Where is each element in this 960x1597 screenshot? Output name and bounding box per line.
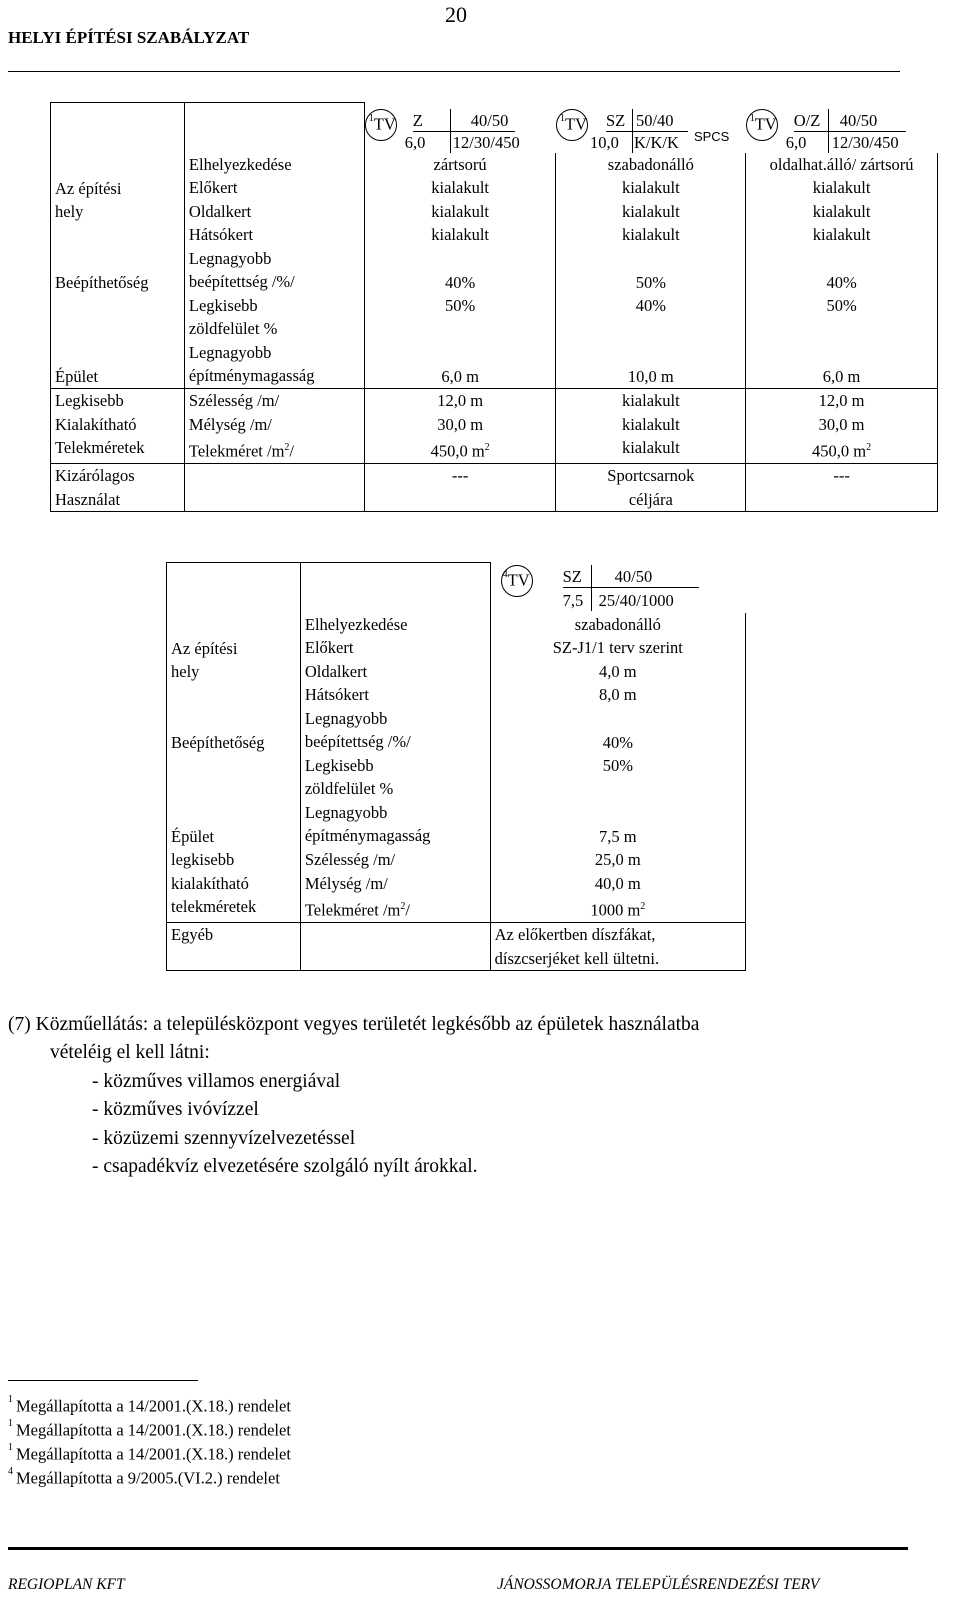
footnote: $^1$ Megállapította a 14/2001.(X.18.) rendelet xyxy=(8,1442,291,1464)
table-row xyxy=(167,563,746,613)
footer-right: JÁNOSSOMORJA TELEPÜLÉSRENDEZÉSI TERV xyxy=(497,1576,820,1593)
footnote: $^1$ Megállapította a 14/2001.(X.18.) rendelet xyxy=(8,1418,291,1440)
header-rule xyxy=(8,71,900,72)
table-row: legkisebb kialakítható telekméretek Szélesség /m/ Mélység /m/ Telekméret $/m^2/$ 25,0 m 40,0 m 1000 $m^2$ xyxy=(167,848,746,923)
table-row: Az építési hely Elhelyezkedése Előkert Oldalkert Hátsókert szabadonálló SZ-J1/1 terv szerint 4,0 m 8,0 m xyxy=(167,613,746,707)
table-row: Épület Legnagyobb építménymagasság 7,5 m xyxy=(167,801,746,849)
list-item: - közüzemi szennyvízelvezetéssel xyxy=(92,1128,356,1149)
footnote: $^1$ Megállapította a 14/2001.(X.18.) rendelet xyxy=(8,1394,291,1416)
zone-header-1: $^1$TV Z 40/50 6,0 12/30/450 xyxy=(365,103,556,153)
footnote-rule xyxy=(8,1380,198,1381)
zone-header-2: $^1$TV SZ 50/40 10,0 K/K/K SPCS xyxy=(556,103,746,153)
page-number: 20 xyxy=(445,2,467,27)
paragraph-lead: (7) Közműellátás: a településközpont vegyes területét legkésőbb az épületek használatba xyxy=(8,1014,700,1035)
table-row: Kizárólagos Használat --- Sportcsarnok céljára --- xyxy=(51,464,938,512)
table-row: Beépíthetőség Legnagyobb beépítettség /%/ Legkisebb zöldfelület % 40% 50% 50% 40% 40% 50% xyxy=(51,247,938,341)
table-row: Legkisebb Kialakítható Telekméretek Szélesség /m/ Mélység /m/ Telekméret $/m^2/$ 12,0 m 30,0 m 450,0 $m^2$ kialakult kialakult kialakult 12,0 m 30,0 m 450,0 $m^2$ xyxy=(51,389,938,464)
zone-header-3: $^1$TV O/Z 40/50 6,0 12/30/450 xyxy=(746,103,938,153)
footer-rule xyxy=(8,1547,908,1550)
list-item: - közműves villamos energiával xyxy=(92,1071,341,1092)
paragraph-cont: vételéig el kell látni: xyxy=(50,1042,210,1063)
list-item: - csapadékvíz elvezetésére szolgáló nyílt árokkal. xyxy=(92,1156,478,1177)
table-row: Egyéb Az előkertben díszfákat, díszcserjéket kell ültetni. xyxy=(167,923,746,971)
zoning-table-2 xyxy=(166,562,746,971)
table-row xyxy=(51,103,938,153)
table-row: Épület Legnagyobb építménymagasság 6,0 m 10,0 m 6,0 m xyxy=(51,341,938,389)
list-item: - közműves ivóvízzel xyxy=(92,1099,259,1120)
footer-left: REGIOPLAN KFT xyxy=(8,1576,125,1593)
document-title: HELYI ÉPÍTÉSI SZABÁLYZAT xyxy=(8,28,250,47)
zone-header-4: $^4$TV SZ 40/50 7,5 25/40/1000 xyxy=(491,563,746,613)
table-row: Beépíthetőség Legnagyobb beépítettség /%/ Legkisebb zöldfelület % 40% 50% xyxy=(167,707,746,801)
zoning-table-1 xyxy=(50,102,938,512)
table-row: Az építési hely Elhelyezkedése Előkert Oldalkert Hátsókert zártsorú kialakult kialakult kialakult szabadonálló kialakult kialakult kialakult oldalhat.álló/ zártsorú kialakult kialakult kialakult xyxy=(51,153,938,247)
footnote: $^4$ Megállapította a 9/2005.(VI.2.) rendelet xyxy=(8,1466,280,1488)
